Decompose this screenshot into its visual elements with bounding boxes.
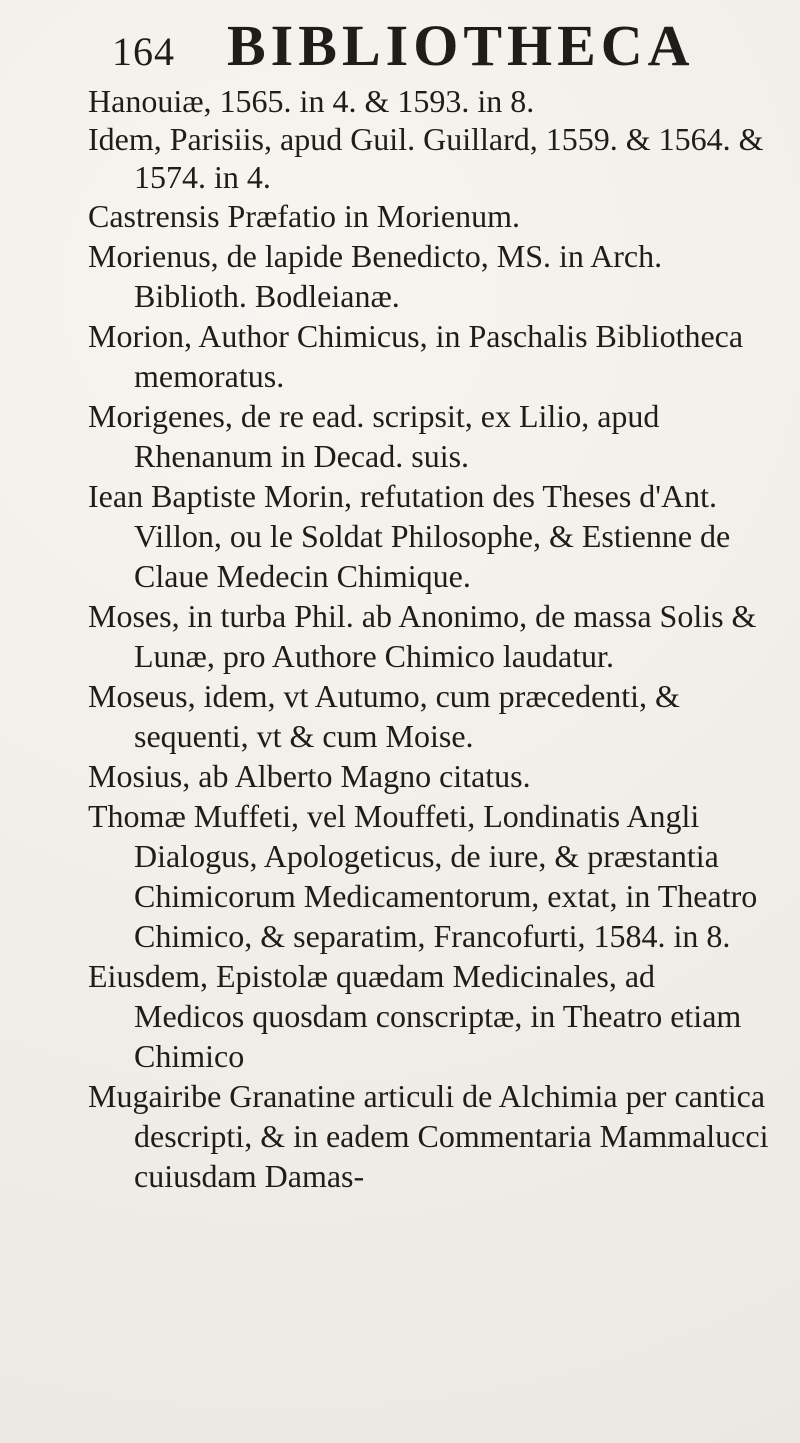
entry-castrensis: Castrensis Præfatio in Morienum. xyxy=(88,198,520,234)
page-number: 164 xyxy=(112,29,175,74)
entry-moses: Moses, in turba Phil. ab Anonimo, de massa Solis & Lunæ, pro Authore Chimico laudatur. xyxy=(88,598,757,674)
entry-hanouiae: Hanouiæ, 1565. in 4. & 1593. in 8. xyxy=(88,83,535,119)
entry-thomas-muffet: Thomæ Muffeti, vel Mouffeti, Londinatis Angli Dialogus, Apologeticus, de iure, & præstantia Chimicorum Medicamentorum, extat, in Theatro Chimico, & separatim, Francofurti, 1584. in 8. xyxy=(88,798,758,954)
entry-eiusdem: Eiusdem, Epistolæ quædam Medicinales, ad Medicos quosdam conscriptæ, in Theatro etiam Chimico xyxy=(88,958,742,1074)
entry-morigenes: Morigenes, de re ead. scripsit, ex Lilio, apud Rhenanum in Decad. suis. xyxy=(88,398,660,474)
running-title: BIBLIOTHECA xyxy=(227,13,695,78)
entry-mosius: Mosius, ab Alberto Magno citatus. xyxy=(88,758,531,794)
entry-jean-baptiste-morin: Iean Baptiste Morin, refutation des Theses d'Ant. Villon, ou le Soldat Philosophe, & Estienne de Claue Medecin Chimique. xyxy=(88,478,731,594)
page-header xyxy=(112,12,776,82)
entry-morienus: Morienus, de lapide Benedicto, MS. in Arch. Biblioth. Bodleianæ. xyxy=(88,238,663,314)
entry-idem-parisiis: Idem, Parisiis, apud Guil. Guillard, 1559. & 1564. & 1574. in 4. xyxy=(88,121,764,195)
entry-mugairibe: Mugairibe Granatine articuli de Alchimia per cantica descripti, & in eadem Commentaria Mammalucci cuiusdam Damas- xyxy=(88,1078,769,1194)
entry-moseus: Moseus, idem, vt Autumo, cum præcedenti, & sequenti, vt & cum Moise. xyxy=(88,678,680,754)
entry-morion: Morion, Author Chimicus, in Paschalis Bibliotheca memoratus. xyxy=(88,318,744,394)
bibliography-entries xyxy=(88,82,772,1196)
